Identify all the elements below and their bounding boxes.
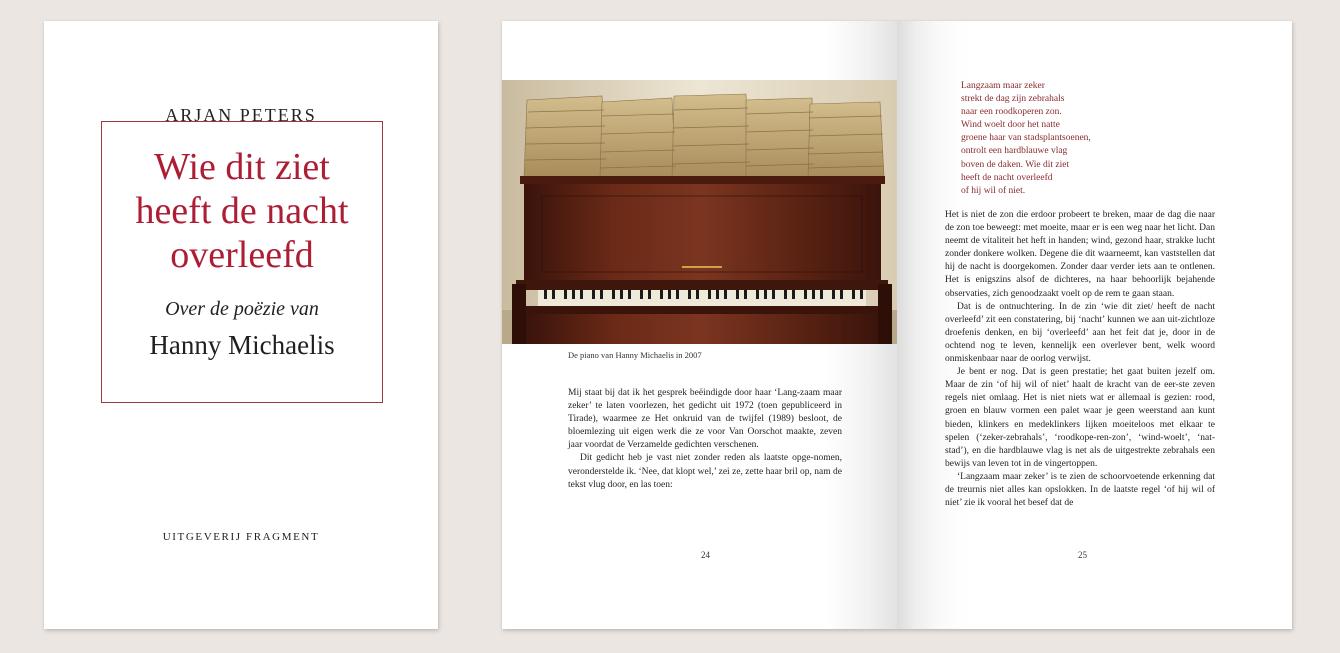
poem-line: heeft de nacht overleefd xyxy=(961,172,1053,183)
paragraph: Je bent er nog. Dat is geen prestatie; het gaat buiten jezelf om. Maar de zin ‘of hij wil of niet’ haalt de kracht van de eer-ste zeven regels niet omlaag. Het is niet niets wat er allemaal is gezien: rood, groen en blauw vormen een palet waar je geen weerstand aan kunt bieden, klinkers en medeklinkers lijken moeiteloos met elkaar te spelen (‘zeker-zebrahals’, ‘roodkope-ren-zon’, ‘wind-woelt’, ‘nat-stad’), en die hardblauwe vlag is net als de uitgestrekte zebrahals een bewijs van leven tot in de vingertoppen. xyxy=(945,367,1215,469)
cover-title-line: Wie dit ziet xyxy=(154,146,330,188)
photo-caption: De piano van Hanny Michaelis in 2007 xyxy=(568,350,702,360)
paragraph: Het is niet de zon die erdoor probeert te breken, maar de dag die naar de zon toe beweegt: met moeite, maar er is een weg naar het licht. Dan neemt de vitaliteit het heft in handen; wind, gezond haar, strakke lucht zonder donkere wolken. Degene die dit waarneemt, kan vaststellen dat hij de nacht is doorgekomen. Zonder daar verder iets aan te ontlenen. Het is enigszins alsof de dichteres, na haar behoorlijk bejahende observaties, zich genoodzaakt voelt op de rem te gaan staan. xyxy=(945,210,1215,299)
book-spread xyxy=(502,21,1292,629)
cover-title xyxy=(102,145,382,277)
poem-line: ontrolt een hardblauwe vlag xyxy=(961,146,1068,157)
left-body-text xyxy=(568,387,842,492)
page-number: 24 xyxy=(701,550,710,560)
cover-title-box xyxy=(101,121,383,403)
cover-title-line: overleefd xyxy=(170,234,314,276)
poem-line: groene haar van stadsplantsoenen, xyxy=(961,133,1091,144)
poem-line: Langzaam maar zeker xyxy=(961,81,1045,91)
left-page xyxy=(502,21,897,629)
paragraph: ‘Langzaam maar zeker’ is te zien de schoorvoetende erkenning dat de treurnis niet alles kan opslokken. In de laatste regel ‘of hij wil of niet’ zie ik vooral het besef dat de xyxy=(945,471,1215,509)
paragraph: Mij staat bij dat ik het gesprek beëindigde door haar ‘Lang-zaam maar zeker’ te laten voorlezen, het gedicht uit 1972 (toen gepubliceerd in Tirade), waarmee ze Het onkruid van de twijfel (1989) besloot, de bloemlezing uit eigen werk die ze voor Van Oorschot maakte, zeven jaar voordat de Verzamelde gedichten verschenen. xyxy=(568,388,842,451)
cover-subtitle: Over de poëzie van xyxy=(165,298,319,320)
cover-subject: Hanny Michaelis xyxy=(149,330,335,360)
poem-line: naar een roodkoperen zon. xyxy=(961,107,1062,118)
poem-line: Wind woelt door het natte xyxy=(961,120,1060,131)
poem-line: of hij wil of niet. xyxy=(961,185,1026,196)
book-cover xyxy=(44,21,438,629)
piano-photo xyxy=(502,80,897,344)
poem xyxy=(961,80,1091,198)
paragraph: Dit gedicht heb je vast niet zonder reden als laatste opge-nomen, veronderstelde ik. ‘Nee, dat klopt wel,’ zei ze, zette haar bril op, nam de tekst vlug door, en las toen: xyxy=(568,453,842,490)
paragraph: Dat is de ontnuchtering. In de zin ‘wie dit ziet/ heeft de nacht overleefd’ zit een constatering, bij ‘nacht’ kunnen we aan uit-zichtloze droefenis denken, en bij ‘overleefd’ aan het feit dat je, door in de ochtend nog te leven, kennelijk een overlever bent, welk woord onmiskenbaar naar de oorlog verwijst. xyxy=(945,301,1215,365)
cover-title-line: heeft de nacht xyxy=(135,190,349,232)
poem-line: strekt de dag zijn zebrahals xyxy=(961,94,1065,105)
right-page xyxy=(897,21,1292,629)
cover-author: ARJAN PETERS xyxy=(165,105,317,125)
right-body-text xyxy=(945,209,1215,510)
poem-line: boven de daken. Wie dit ziet xyxy=(961,159,1070,170)
cover-publisher: UITGEVERIJ FRAGMENT xyxy=(162,531,320,543)
page-number: 25 xyxy=(1078,550,1087,560)
